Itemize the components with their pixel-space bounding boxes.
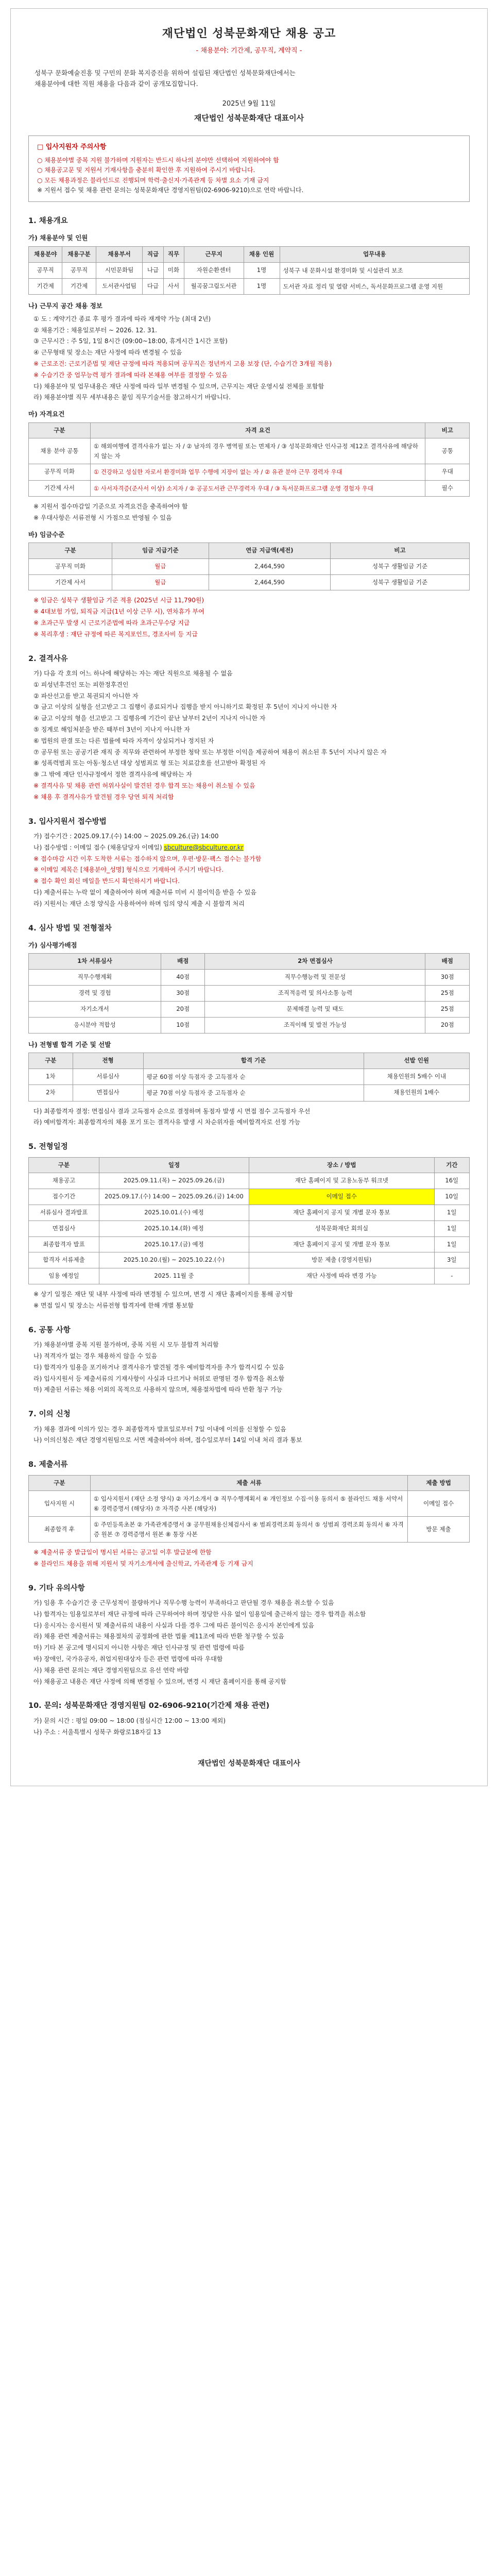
table-cell: 30점 [161,986,205,1002]
table-cell: 월급 [112,574,209,590]
red-note: ※ 결격사유 및 채용 관련 허위사실이 발견된 경우 합격 또는 채용이 취소될 수 있음 [33,782,255,789]
table-cell: 채용 분야 공통 [29,438,91,464]
table-cell: 공무직 미화 [29,464,91,480]
text-line: ① 피성년후견인 또는 피한정후견인 [33,681,129,688]
table-cell: 1명 [244,279,280,295]
notice-line: ※ 지원서 접수 및 채용 관련 문의는 성북문화재단 경영지원팀(02-6906-9210)으로 연락 바랍니다. [37,186,304,194]
red-note: ※ 접수마감 시간 이후 도착한 서류는 접수하지 않으며, 우편·방문·팩스 접수는 불가함 [33,855,262,862]
notice-line: ○ 채용공고문 및 지원서 기재사항을 충분히 확인한 후 지원하여 주시기 바랍니다. [37,166,255,174]
text-line: 가) 채용 결과에 이의가 있는 경우 최종합격자 발표일로부터 7일 이내에 이의를 신청할 수 있음 [33,1425,286,1433]
table-cell: 성북문화재단 회의실 [249,1221,434,1236]
applicant-notice-box [28,135,470,202]
table-cell: 2025.09.17.(수) 14:00 ~ 2025.09.26.(금) 14:00 [99,1189,249,1205]
table-cell: 나급 [143,262,163,278]
text-line: 사) 채용 관련 문의는 재단 경영지원팀으로 유선 연락 바람 [33,1666,189,1674]
table-cell: 서류심사 결과발표 [29,1205,99,1221]
intro [28,67,470,90]
table-header: 구분 [29,543,112,558]
text-line: 라) 입사지원서 등 제출서류의 기재사항이 사실과 다르거나 허위로 판명된 경우 합격을 취소함 [33,1375,285,1382]
table-cell: ① 건강하고 성실한 자로서 환경미화 업무 수행에 지장이 없는 자 / ② 유관 분야 근무 경력자 우대 [90,464,425,480]
text-line: 아) 채용공고 내용은 재단 사정에 의해 변경될 수 있으며, 변경 시 재단 홈페이지를 통해 공지함 [33,1677,286,1685]
section-title: 1. 채용개요 [28,217,68,226]
table-cell: 10점 [161,1017,205,1033]
table-header: 장소 / 방법 [249,1157,434,1173]
section-title: 4. 심사 방법 및 전형절차 [28,924,112,933]
table-header: 구분 [29,1053,73,1069]
table-cell: 사서 [163,279,184,295]
table-cell: 2025.10.20.(월) ~ 2025.10.22.(수) [99,1252,249,1268]
table-cell: 성북구 내 문화시설 환경미화 및 시설관리 보조 [280,262,470,278]
table-header: 구분 [29,1157,99,1173]
table-row [29,1491,470,1517]
table-cell: 도서관 자료 정리 및 열람 서비스, 독서문화프로그램 운영 지원 [280,279,470,295]
table-cell: 2,464,590 [209,558,330,574]
red-note: ※ 블라인드 채용을 위해 지원서 및 자기소개서에 출신학교, 가족관계 등 기재 금지 [33,1560,253,1567]
table-cell: 방문 제출 (경영지원팀) [249,1252,434,1268]
table-cell: 문제해결 능력 및 태도 [205,1001,425,1017]
table-header: 제출 서류 [90,1475,407,1491]
wage-note: ※ 초과근무 발생 시 근로기준법에 따라 초과근무수당 지급 [33,619,190,626]
text-line: ⑦ 공무원 또는 공공기관 재직 중 직무와 관련하여 부정한 청탁 또는 부정한 이익을 제공하여 채용이 취소된 후 5년이 지나지 않은 자 [33,748,387,756]
announcement-org: 재단법인 성북문화재단 대표이사 [194,113,304,123]
table-cell: 성북구 생활임금 기준 [331,558,470,574]
subsection-title: 마) 자격요건 [28,410,65,418]
table-header: 일정 [99,1157,249,1173]
table-cell: 채용인원의 1배수 [364,1085,469,1101]
table-cell: 16일 [434,1173,469,1189]
table-header: 직무 [163,246,184,262]
table-cell: 이메일 접수 [249,1189,434,1205]
text-line [33,843,470,853]
table-cell: 공무직 [29,262,62,278]
table-cell: 1일 [434,1236,469,1252]
table-cell: 면접심사 [29,1221,99,1236]
table-cell: 임용 예정일 [29,1268,99,1284]
red-note: ※ 채용 후 결격사유가 발견될 경우 당연 퇴직 처리함 [33,793,174,801]
table-cell: 기간제 사서 [29,574,112,590]
subsection-title: 바) 임금수준 [28,530,65,538]
table-cell: 2차 [29,1085,73,1101]
subsection-title: 가) 심사평가배점 [28,941,77,950]
table-header: 구분 [29,1475,91,1491]
table-note: ※ 면접 일시 및 장소는 서류전형 합격자에 한해 개별 통보함 [33,1301,194,1309]
text-line: 라) 예비합격자: 최종합격자의 채용 포기 또는 결격사유 발생 시 차순위자를 예비합격자로 선정 가능 [33,1118,301,1126]
qualification-table [28,422,470,497]
wage-note: ※ 4대보험 가입, 퇴직금 지급(1년 이상 근무 시), 연차휴가 부여 [33,608,204,616]
application-email-link[interactable]: sbculture@sbculture.or.kr [164,843,244,851]
table-row [29,438,470,464]
table-cell: 재단 홈페이지 공지 및 개별 문자 통보 [249,1205,434,1221]
section-title: 6. 공통 사항 [28,1326,71,1334]
table-cell: 서류심사 [73,1069,143,1084]
text-span: 나) 접수방법 : 이메일 접수 (채용담당자 이메일) [33,843,162,851]
intro-line: 채용분야에 대한 직원 채용을 다음과 같이 공개모집합니다. [35,80,198,88]
text-line: 가) 다음 각 호의 어느 하나에 해당하는 자는 재단 직원으로 채용될 수 없음 [33,670,233,677]
section-title: 5. 전형일정 [28,1143,68,1151]
table-cell: 접수기간 [29,1189,99,1205]
table-row [29,970,470,986]
text-line: 다) 최종합격자 결정: 면접심사 결과 고득점자 순으로 결정하며 동점자 발생 시 면접 점수 고득점자 우선 [33,1107,311,1115]
text-line: 나) 이의신청은 재단 경영지원팀으로 서면 제출하여야 하며, 접수일로부터 14일 이내 처리 결과 통보 [33,1436,302,1444]
table-header: 업무내용 [280,246,470,262]
table-cell: 2025.09.11.(목) ~ 2025.09.26.(금) [99,1173,249,1189]
text-line: 가) 임용 후 수습기간 중 근무성적이 불량하거나 직무수행 능력이 부족하다고 판단될 경우 채용을 취소할 수 있음 [33,1599,334,1607]
section-title: 8. 제출서류 [28,1461,68,1469]
table-cell: 채용공고 [29,1173,99,1189]
table-cell: 1일 [434,1221,469,1236]
red-note: ※ 수습기간 중 업무능력 평가 결과에 따라 본채용 여부를 결정할 수 있음 [33,371,228,379]
table-note: ※ 지원서 접수마감일 기준으로 자격요건을 충족하여야 함 [33,502,188,510]
text-line: 다) 제출서류는 누락 없이 제출하여야 하며 제출서류 미비 시 불이익을 받을 수 있음 [33,889,256,896]
table-cell: 월곡꿈그림도서관 [184,279,244,295]
table-row [29,262,470,278]
table-cell: 30점 [425,970,470,986]
table-cell: 기간제 사서 [29,480,91,496]
table-row [29,558,470,574]
table-row [29,1205,470,1221]
table-header: 합격 기준 [143,1053,364,1069]
table-cell: 평균 70점 이상 득점자 중 고득점자 순 [143,1085,364,1101]
table-row [29,1069,470,1084]
table-header: 채용분야 [29,246,62,262]
table-cell: 2025. 11월 중 [99,1268,249,1284]
table-header: 기간 [434,1157,469,1173]
table-cell: 최종합격자 발표 [29,1236,99,1252]
text-line: 가) 문의 시간 : 평일 09:00 ~ 18:00 (점심시간 12:00 ~ 13:00 제외) [33,1717,226,1724]
table-cell: - [434,1268,469,1284]
table-cell: ① 해외여행에 결격사유가 없는 자 / ② 남자의 경우 병역필 또는 면제자 / ③ 성북문화재단 인사규정 제12조 결격사유에 해당하지 않는 자 [90,438,425,464]
text-line: 나) 합격자는 임용일로부터 재단 규정에 따라 근무하여야 하며 정당한 사유 없이 임용일에 출근하지 않는 경우 합격을 취소함 [33,1610,366,1618]
red-note: ※ 제출서류 중 발급일이 명시된 서류는 공고일 이후 발급분에 한함 [33,1549,212,1556]
table-row [29,279,470,295]
text-line: ③ 근무시간 : 주 5일, 1일 8시간 (09:00~18:00, 휴게시간 1시간 포함) [33,337,228,345]
text-line: ② 채용기간 : 채용일로부터 ~ 2026. 12. 31. [33,326,157,334]
intro-line: 성북구 문화예술진흥 및 구민의 문화 복지증진을 위하여 설립된 재단법인 성북문화재단에서는 [35,69,296,77]
table-header: 임금 지급기준 [112,543,209,558]
table-row [29,1173,470,1189]
table-header: 채용 인원 [244,246,280,262]
table-header: 채용부서 [96,246,143,262]
table-row [29,574,470,590]
table-header: 제출 방법 [408,1475,470,1491]
table-cell: 조직이해 및 발전 가능성 [205,1017,425,1033]
text-line: ⑤ 징계로 해임처분을 받은 때부터 3년이 지나지 아니한 자 [33,726,190,733]
table-cell: 자원순환센터 [184,262,244,278]
table-cell: 직무수행능력 및 전문성 [205,970,425,986]
table-cell: 도서관사업팀 [96,279,143,295]
table-header: 근무지 [184,246,244,262]
page-subtitle: - 채용분야: 기간제, 공무직, 계약직 - [196,47,302,55]
notice-line: ○ 채용분야별 중복 지원 불가하며 지원자는 반드시 하나의 분야만 선택하여 지원하여야 함 [37,157,279,164]
table-header: 선발 인원 [364,1053,469,1069]
table-row [29,1001,470,1017]
text-line: ④ 근무형태 및 장소는 재단 사정에 따라 변경될 수 있음 [33,349,182,357]
table-cell: 10일 [434,1189,469,1205]
text-line: 다) 합격자가 임용을 포기하거나 결격사유가 발견될 경우 예비합격자를 추가 합격시킬 수 있음 [33,1363,285,1371]
text-line: ④ 금고 이상의 형을 선고받고 그 집행유예 기간이 끝난 날부터 2년이 지나지 아니한 자 [33,715,266,722]
text-line: 라) 채용분야별 직무 세부내용은 붙임 직무기술서를 참고하시기 바랍니다. [33,394,231,401]
text-line: 라) 채용 관련 제출서류는 채용절차의 공정화에 관한 법률 제11조에 따라 반환 청구할 수 있음 [33,1633,284,1640]
documents-table [28,1475,470,1543]
text-line: 가) 접수기간 : 2025.09.17.(수) 14:00 ~ 2025.09.26.(금) 14:00 [33,833,219,840]
table-cell: 3일 [434,1252,469,1268]
table-cell: 40점 [161,970,205,986]
text-line: ⑧ 성폭력범죄 또는 아동·청소년 대상 성범죄로 형 또는 치료감호를 선고받아 확정된 자 [33,759,266,767]
table-cell: ① 입사지원서 (재단 소정 양식) ② 자기소개서 ③ 직무수행계획서 ④ 개인정보 수집·이용 동의서 ⑤ 블라인드 채용 서약서 ⑥ 경력증명서 (해당자) ⑦ 자격증 사본 (해당자) [90,1491,407,1517]
subsection-title: 가) 채용분야 및 인원 [28,234,88,242]
text-line: ⑨ 그 밖에 재단 인사규정에서 정한 결격사유에 해당하는 자 [33,771,192,778]
table-cell: 다급 [143,279,163,295]
table-cell: 입사지원 시 [29,1491,91,1517]
section-title: 7. 이의 신청 [28,1410,71,1419]
selection-table [28,1053,470,1101]
table-header: 배점 [161,954,205,970]
table-cell: ① 주민등록초본 ② 가족관계증명서 ③ 공무원채용신체검사서 ④ 범죄경력조회 동의서 ⑤ 성범죄 경력조회 동의서 ⑥ 자격증 원본 ⑦ 경력증명서 원본 ⑧ 통장 사본 [90,1517,407,1543]
wage-note: ※ 복리후생 : 재단 규정에 따른 복지포인트, 경조사비 등 지급 [33,630,198,638]
table-row [29,1085,470,1101]
table-note: ※ 상기 일정은 재단 및 내부 사정에 따라 변경될 수 있으며, 변경 시 재단 홈페이지를 통해 공지함 [33,1291,293,1298]
text-line: 나) 주소 : 서울특별시 성북구 화랑로18자길 13 [33,1728,161,1736]
table-header: 직급 [143,246,163,262]
table-cell: 1차 [29,1069,73,1084]
table-cell: 2025.10.14.(화) 예정 [99,1221,249,1236]
table-cell: 월급 [112,558,209,574]
table-cell: 공무직 [62,262,96,278]
subsection-title: 나) 근무지 공간 채용 정보 [28,302,102,310]
table-row [29,1517,470,1543]
notice-title: □ 입사지원자 주의사항 [37,143,107,151]
table-header: 채용구분 [62,246,96,262]
table-cell: 1일 [434,1205,469,1221]
red-note: ※ 접수 확인 회신 메일을 반드시 확인하시기 바랍니다. [33,877,180,885]
table-cell: 기간제 [62,279,96,295]
table-cell: 채용인원의 5배수 이내 [364,1069,469,1084]
text-line: ① 도 : 계약기간 종료 후 평가 결과에 따라 재계약 가능 (최대 2년) [33,315,211,323]
table-header: 1차 서류심사 [29,954,161,970]
table-cell: 2025.10.17.(금) 예정 [99,1236,249,1252]
table-cell: 우대 [425,464,470,480]
table-cell: 필수 [425,480,470,496]
text-line: 바) 장애인, 국가유공자, 취업지원대상자 등은 관련 법령에 따라 우대함 [33,1655,223,1663]
text-line: 마) 제출된 서류는 채용 이외의 목적으로 사용하지 않으며, 채용절차법에 따라 반환 청구 가능 [33,1386,283,1394]
recruit-table [28,246,470,295]
text-line: ② 파산선고를 받고 복권되지 아니한 자 [33,692,139,700]
table-cell: 평균 60점 이상 득점자 중 고득점자 순 [143,1069,364,1084]
table-cell: 2025.10.01.(수) 예정 [99,1205,249,1221]
table-note: ※ 우대사항은 서류전형 시 가점으로 반영될 수 있음 [33,514,172,521]
table-cell: 재단 사정에 따라 변경 가능 [249,1268,434,1284]
table-header: 배점 [425,954,470,970]
table-cell: 미화 [163,262,184,278]
text-line: 라) 지원서는 재단 소정 양식을 사용하여야 하며 임의 양식 제출 시 불합격 처리 [33,900,245,907]
text-line: 마) 기타 본 공고에 명시되지 아니한 사항은 재단 인사규정 및 관련 법령에 따름 [33,1644,245,1652]
table-cell: 이메일 접수 [408,1491,470,1517]
table-cell: 직무수행계획 [29,970,161,986]
table-header: 구분 [29,422,91,438]
wage-table [28,543,470,590]
table-row [29,1189,470,1205]
table-cell: 재단 홈페이지 공지 및 개별 문자 통보 [249,1236,434,1252]
table-cell: 방문 제출 [408,1517,470,1543]
table-row [29,1017,470,1033]
subsection-title: 나) 전형별 합격 기준 및 선발 [28,1040,111,1048]
table-header: 2차 면접심사 [205,954,425,970]
table-cell: 25점 [425,1001,470,1017]
table-row [29,1236,470,1252]
table-header: 전형 [73,1053,143,1069]
text-line: 다) 응시자는 응시원서 및 제출서류의 내용이 사실과 다를 경우 그에 따른 불이익은 응시자 본인에게 있음 [33,1621,314,1629]
red-note: ※ 이메일 제목은 [채용분야_성명] 형식으로 기재하여 주시기 바랍니다. [33,866,224,874]
table-cell: 20점 [161,1001,205,1017]
table-cell: ① 사서자격증(준사서 이상) 소지자 / ② 공공도서관 근무경력자 우대 / ③ 독서문화프로그램 운영 경험자 우대 [90,480,425,496]
text-line: 가) 채용분야별 중복 지원 불가하며, 중복 지원 시 모두 불합격 처리함 [33,1341,219,1349]
document-frame [10,8,488,1786]
table-row [29,1252,470,1268]
table-cell: 공무직 미화 [29,558,112,574]
section-title: 2. 결격사유 [28,654,68,663]
red-note: ※ 근로조건: 근로기준법 및 재단 규정에 따라 적용되며 공무직은 정년까지 고용 보장 (단, 수습기간 3개월 적용) [33,360,332,368]
table-header: 연금 지급액(세전) [209,543,330,558]
section-title: 3. 입사지원서 접수방법 [28,817,107,826]
table-cell: 재단 홈페이지 및 고용노동부 워크넷 [249,1173,434,1189]
announcement-date: 2025년 9월 11일 [222,99,276,108]
table-cell: 2,464,590 [209,574,330,590]
notice-line: ○ 모든 채용과정은 블라인드로 진행되며 학력·출신지·가족관계 등 차별 요소 기재 금지 [37,176,269,184]
page-title: 재단법인 성북문화재단 채용 공고 [162,27,336,40]
wage-note: ※ 임금은 성북구 생활임금 기준 적용 (2025년 시급 11,790원) [33,597,204,604]
table-cell: 공통 [425,438,470,464]
table-cell: 자기소개서 [29,1001,161,1017]
table-cell: 최종합격 후 [29,1517,91,1543]
schedule-table [28,1157,470,1285]
section-title: 9. 기타 유의사항 [28,1584,85,1592]
table-row [29,1268,470,1284]
text-line: 나) 적격자가 없는 경우 채용하지 않을 수 있음 [33,1352,158,1360]
table-cell: 합격자 서류제출 [29,1252,99,1268]
table-cell: 조직적응력 및 의사소통 능력 [205,986,425,1002]
table-row [29,464,470,480]
score-table [28,953,470,1033]
table-cell: 기간제 [29,279,62,295]
table-row [29,986,470,1002]
table-cell: 20점 [425,1017,470,1033]
table-row [29,480,470,496]
table-cell: 응시분야 적합성 [29,1017,161,1033]
text-line: ⑥ 법원의 판결 또는 다른 법률에 따라 자격이 상실되거나 정지된 자 [33,737,214,744]
table-cell: 1명 [244,262,280,278]
section-title: 10. 문의: 성북문화재단 경영지원팀 02-6906-9210(기간제 채용 관련) [28,1702,270,1710]
table-cell: 면접심사 [73,1085,143,1101]
table-row [29,1221,470,1236]
table-header: 비고 [425,422,470,438]
table-header: 자격 요건 [90,422,425,438]
table-cell: 시민문화팀 [96,262,143,278]
table-header: 비고 [331,543,470,558]
text-line: 다) 채용분야 및 업무내용은 재단 사정에 따라 일부 변경될 수 있으며, 근무지는 재단 운영시설 전체를 포함함 [33,382,324,390]
table-cell: 경력 및 경험 [29,986,161,1002]
table-cell: 25점 [425,986,470,1002]
table-cell: 성북구 생활임금 기준 [331,574,470,590]
signoff: 재단법인 성북문화재단 대표이사 [197,1759,301,1768]
text-line: ③ 금고 이상의 실형을 선고받고 그 집행이 종료되거나 집행을 받지 아니하기로 확정된 후 5년이 지나지 아니한 자 [33,703,337,711]
